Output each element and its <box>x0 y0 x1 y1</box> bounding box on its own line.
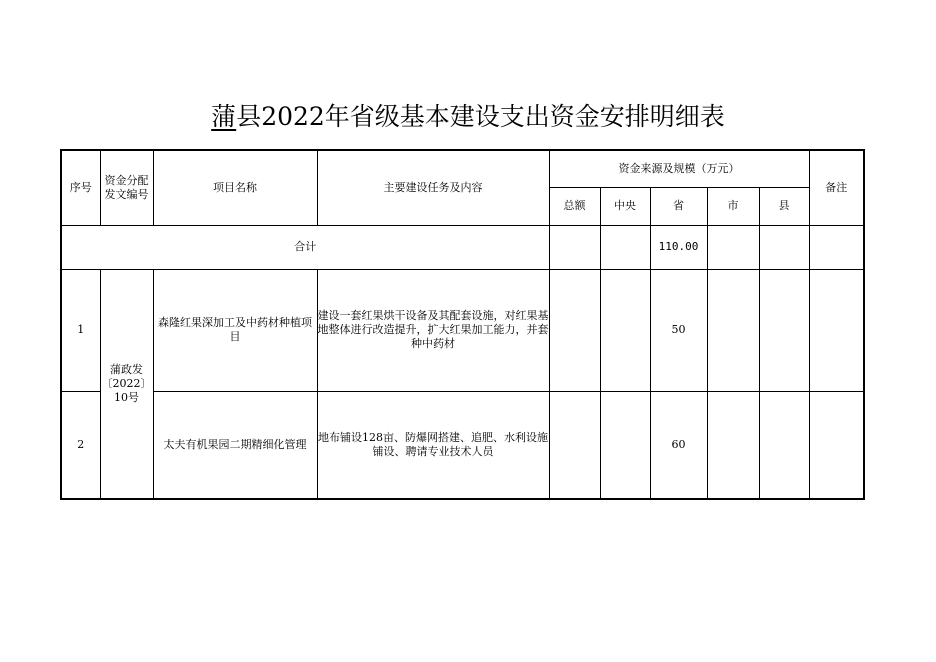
header-city: 市 <box>707 187 759 225</box>
header-doc-no: 资金分配发文编号 <box>100 150 153 225</box>
summary-label: 合计 <box>61 225 549 269</box>
row-total <box>549 269 600 391</box>
row-seq: 1 <box>61 269 100 391</box>
header-central: 中央 <box>600 187 650 225</box>
row-seq: 2 <box>61 391 100 499</box>
row-province: 60 <box>650 391 707 499</box>
row-city <box>707 269 759 391</box>
header-seq: 序号 <box>61 150 100 225</box>
row-central <box>600 269 650 391</box>
summary-city <box>707 225 759 269</box>
row-project-name: 太夫有机果园二期精细化管理 <box>153 391 317 499</box>
summary-province: 110.00 <box>650 225 707 269</box>
header-province: 省 <box>650 187 707 225</box>
summary-total <box>549 225 600 269</box>
summary-remark <box>809 225 864 269</box>
summary-row <box>61 225 864 269</box>
header-project-name: 项目名称 <box>153 150 317 225</box>
budget-table <box>60 149 865 500</box>
table-row <box>61 269 864 391</box>
header-county: 县 <box>759 187 809 225</box>
header-content: 主要建设任务及内容 <box>317 150 549 225</box>
row-county <box>759 269 809 391</box>
header-total: 总额 <box>549 187 600 225</box>
row-remark <box>809 391 864 499</box>
header-funding-source: 资金来源及规模（万元） <box>549 150 809 187</box>
summary-central <box>600 225 650 269</box>
row-total <box>549 391 600 499</box>
summary-county <box>759 225 809 269</box>
header-remark: 备注 <box>809 150 864 225</box>
table-row <box>61 391 864 499</box>
row-central <box>600 391 650 499</box>
page-title <box>0 100 936 134</box>
row-county <box>759 391 809 499</box>
row-content: 建设一套红果烘干设备及其配套设施，对红果基地整体进行改造提升，扩大红果加工能力，并套种中药材 <box>317 269 549 391</box>
row-province: 50 <box>650 269 707 391</box>
row-project-name: 森隆红果深加工及中药材种植项目 <box>153 269 317 391</box>
header-row-1 <box>61 150 864 187</box>
row-city <box>707 391 759 499</box>
doc-number: 蒲政发〔2022〕10号 <box>100 269 153 499</box>
title-text: 县2022年省级基本建设支出资金安排明细表 <box>236 102 725 131</box>
row-content: 地布铺设128亩、防爆网搭建、追肥、水利设施铺设、聘请专业技术人员 <box>317 391 549 499</box>
row-remark <box>809 269 864 391</box>
title-underlined-part: 蒲 <box>211 102 237 131</box>
